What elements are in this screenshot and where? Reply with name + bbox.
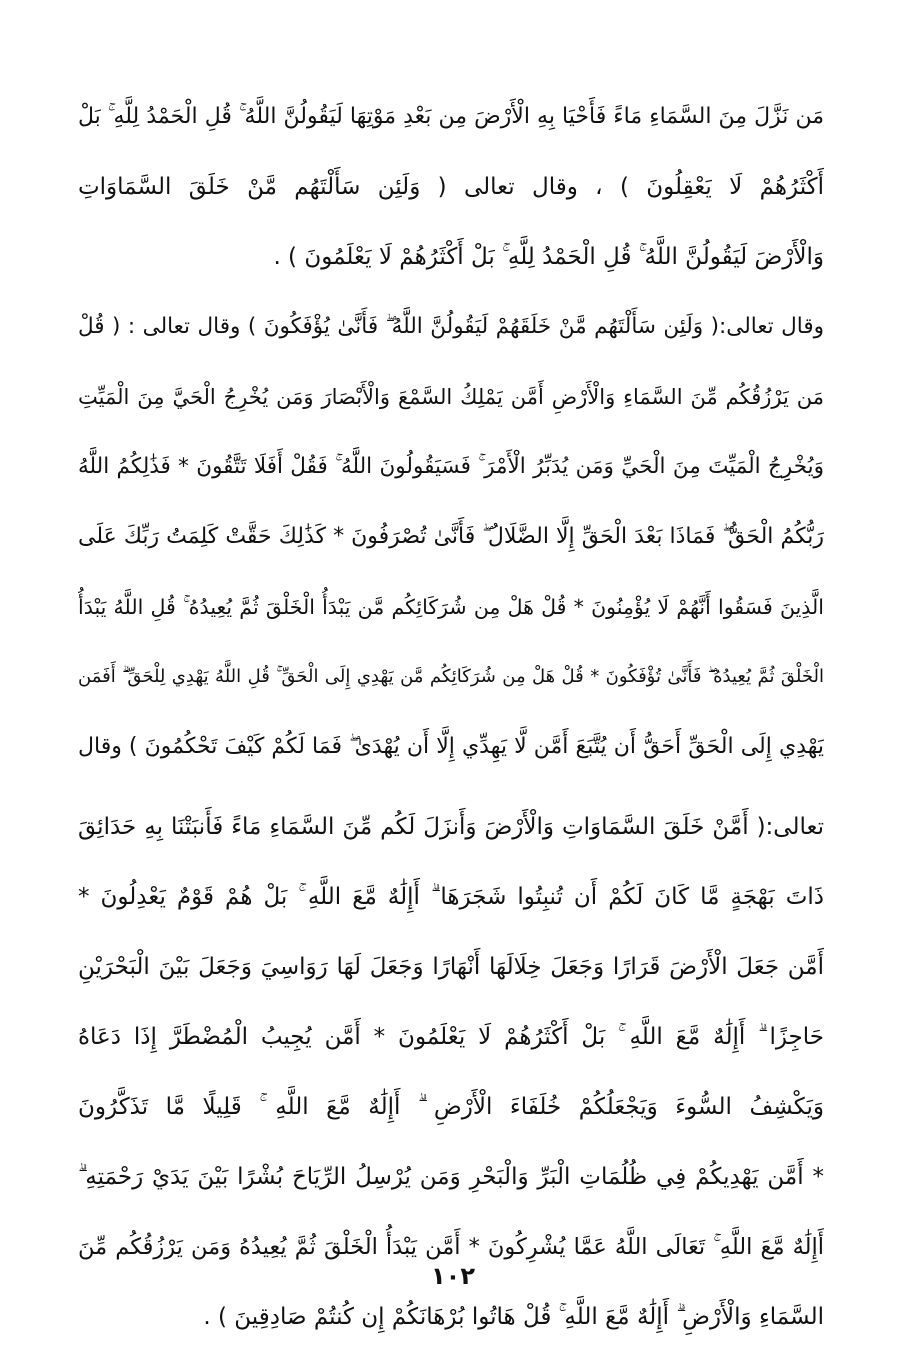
text-line: السَّمَاءِ وَالْأَرْضِ ۗ أَإِلَٰهٌ مَّعَ اللَّهِ ۚ قُلْ هَاتُوا بُرْهَانَكُمْ إِن كُنتُمْ صَادِقِينَ ) . bbox=[203, 1304, 824, 1330]
text-line: يَهْدِي إِلَى الْحَقِّ أَحَقُّ أَن يُتَّبَعَ أَمَّن لَّا يَهِدِّي إِلَّا أَن يُهْدَىٰ ۖ فَمَا لَكُمْ كَيْفَ تَحْكُمُونَ ) وقال bbox=[78, 734, 824, 759]
text-line: أَإِلَٰهٌ مَّعَ اللَّهِ ۚ تَعَالَى اللَّهُ عَمَّا يُشْرِكُونَ * أَمَّن يَبْدَأُ الْخَلْقَ ثُمَّ يُعِيدُهُ وَمَن يَرْزُقُكُم مِّنَ bbox=[78, 1234, 824, 1260]
body-text bbox=[78, 82, 824, 1352]
text-line: وَالْأَرْضَ لَيَقُولُنَّ اللَّهُ ۚ قُلِ الْحَمْدُ لِلَّهِ ۚ بَلْ أَكْثَرُهُمْ لَا يَعْلَمُونَ ) . bbox=[273, 244, 824, 270]
page-number: ١٠٢ bbox=[431, 1262, 475, 1290]
text-line: مَن نَزَّلَ مِنَ السَّمَاءِ مَاءً فَأَحْيَا بِهِ الْأَرْضَ مِن بَعْدِ مَوْتِهَا لَيَقُولُنَّ اللَّهُ ۚ قُلِ الْحَمْدُ لِلَّهِ ۚ بَلْ bbox=[78, 104, 824, 129]
text-line: * أَمَّن يَهْدِيكُمْ فِي ظُلُمَاتِ الْبَرِّ وَالْبَحْرِ وَمَن يُرْسِلُ الرِّيَاحَ بُشْرًا بَيْنَ يَدَيْ رَحْمَتِهِ ۗ bbox=[78, 1164, 824, 1190]
text-line: وقال تعالى:( وَلَئِن سَأَلْتَهُم مَّنْ خَلَقَهُمْ لَيَقُولُنَّ اللَّهُ ۖ فَأَنَّىٰ يُؤْفَكُونَ ) وقال تعالى : ( قُلْ bbox=[78, 314, 824, 339]
text-line: وَيَكْشِفُ السُّوءَ وَيَجْعَلُكُمْ خُلَفَاءَ الْأَرْضِ ۗ أَإِلَٰهٌ مَّعَ اللَّهِ ۚ قَلِيلًا مَّا تَذَكَّرُونَ bbox=[78, 1094, 824, 1120]
text-line: أَمَّن جَعَلَ الْأَرْضَ قَرَارًا وَجَعَلَ خِلَالَهَا أَنْهَارًا وَجَعَلَ لَهَا رَوَاسِيَ وَجَعَلَ بَيْنَ الْبَحْرَيْنِ bbox=[78, 954, 824, 980]
text-line: الْخَلْقَ ثُمَّ يُعِيدُهُ ۖ فَأَنَّىٰ تُؤْفَكُونَ * قُلْ هَلْ مِن شُرَكَائِكُم مَّن يَهْدِي إِلَى الْحَقِّ ۚ قُلِ اللَّهُ يَهْدِي لِلْحَقِّ ۗ أَفَمَن bbox=[78, 666, 824, 687]
text-line: مَن يَرْزُقُكُم مِّنَ السَّمَاءِ وَالْأَرْضِ أَمَّن يَمْلِكُ السَّمْعَ وَالْأَبْصَارَ وَمَن يُخْرِجُ الْحَيَّ مِنَ الْمَيِّتِ bbox=[78, 385, 824, 409]
text-line: رَبُّكُمُ الْحَقُّ ۖ فَمَاذَا بَعْدَ الْحَقِّ إِلَّا الضَّلَالُ ۖ فَأَنَّىٰ تُصْرَفُونَ * كَذَٰلِكَ حَقَّتْ كَلِمَتُ رَبِّكَ عَلَى bbox=[78, 524, 824, 549]
text-line: ذَاتَ بَهْجَةٍ مَّا كَانَ لَكُمْ أَن تُنبِتُوا شَجَرَهَا ۗ أَإِلَٰهٌ مَّعَ اللَّهِ ۚ بَلْ هُمْ قَوْمٌ يَعْدِلُونَ * bbox=[78, 884, 824, 910]
text-line: تعالى:( أَمَّنْ خَلَقَ السَّمَاوَاتِ وَالْأَرْضَ وَأَنزَلَ لَكُم مِّنَ السَّمَاءِ مَاءً فَأَنبَتْنَا بِهِ حَدَائِقَ bbox=[78, 814, 824, 840]
text-line: الَّذِينَ فَسَقُوا أَنَّهُمْ لَا يُؤْمِنُونَ * قُلْ هَلْ مِن شُرَكَائِكُم مَّن يَبْدَأُ الْخَلْقَ ثُمَّ يُعِيدُهُ ۚ قُلِ اللَّهُ يَبْدَأُ bbox=[78, 595, 824, 619]
text-line: حَاجِزًا ۗ أَإِلَٰهٌ مَّعَ اللَّهِ ۚ بَلْ أَكْثَرُهُمْ لَا يَعْلَمُونَ * أَمَّن يُجِيبُ الْمُضْطَرَّ إِذَا دَعَاهُ bbox=[78, 1024, 824, 1050]
text-line: أَكْثَرُهُمْ لَا يَعْقِلُونَ ) ، وقال تعالى ( وَلَئِن سَأَلْتَهُم مَّنْ خَلَقَ السَّمَاوَاتِ bbox=[78, 174, 824, 200]
text-line: وَيُخْرِجُ الْمَيِّتَ مِنَ الْحَيِّ وَمَن يُدَبِّرُ الْأَمْرَ ۚ فَسَيَقُولُونَ اللَّهُ ۚ فَقُلْ أَفَلَا تَتَّقُونَ * فَذَٰلِكُمُ اللَّهُ bbox=[78, 454, 824, 479]
